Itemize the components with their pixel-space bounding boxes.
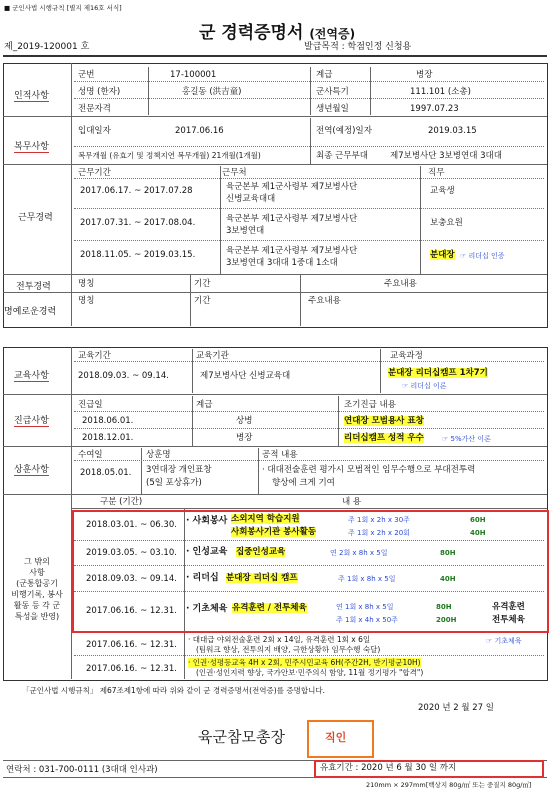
specialty-label: 군사특기 <box>316 87 349 97</box>
civil-content-label: 주요내용 <box>308 296 341 306</box>
document-number: 제_2019-120001 호 <box>4 42 90 52</box>
other-row-credit: 80H <box>440 549 456 557</box>
other-row-line-2: (팀워크 향상, 전투의지 배양, 극한상황하 임무수행 숙달) <box>196 645 381 654</box>
career-row-unit-detail: 신병교육대대 <box>226 194 276 204</box>
document-title: 군 경력증명서 <box>198 23 304 43</box>
other-row-credit-2: 40H <box>470 529 486 537</box>
career-row-unit-detail: 3보병연대 3대대 1중대 1소대 <box>226 258 338 268</box>
other-row-period: 2017.06.16. ~ 12.31. <box>86 606 177 616</box>
other-row-text: 분대장 리더십 캠프 <box>226 573 298 583</box>
discharge-label: 전역(예정)일자 <box>316 126 372 136</box>
combat-name-label: 명칭 <box>78 279 95 289</box>
other-row-credit-2: 200H <box>436 616 457 624</box>
career-col-period: 근무기간 <box>78 168 111 178</box>
other-row-note: ☞ 기초체육 <box>486 637 522 645</box>
other-row-credit: 80H <box>436 603 452 611</box>
other-row-extra: 유격훈련 <box>492 602 525 612</box>
service-section-label: 복무사항 <box>14 139 49 153</box>
other-row-period: 2017.06.16. ~ 12.31. <box>86 664 177 674</box>
education-org: 제7보병사단 신병교육대 <box>200 371 291 381</box>
document-subtitle: (전역증) <box>309 27 356 41</box>
career-row-unit: 육군본부 제1군사령부 제7보병사단 <box>226 182 358 192</box>
issuing-authority: 육군참모총장 <box>198 728 285 746</box>
career-row-duty: 분대장 <box>430 250 455 260</box>
mos-label: 전문자격 <box>78 104 111 114</box>
education-section-label: 교육사항 <box>14 368 49 382</box>
other-row-calc-2: 주 1회 x 2h x 20회 <box>348 529 410 537</box>
class-value: 병장 <box>416 70 433 80</box>
education-col-org: 교육기관 <box>196 351 229 361</box>
career-row-unit: 육군본부 제1군사령부 제7보병사단 <box>226 214 358 224</box>
award-kind-detail: (5일 포상휴가) <box>146 478 202 488</box>
combat-period-label: 기간 <box>194 279 211 289</box>
last-unit-label: 최종 근무부대 <box>316 151 368 161</box>
other-row-kind: · 인성교육 <box>186 547 228 557</box>
branch-label: 군번 <box>78 70 95 80</box>
other-col-period: 구분 (기간) <box>100 497 143 507</box>
other-row-text: 유격훈련 / 전투체육 <box>232 603 307 613</box>
career-row-duty: 교육생 <box>430 186 455 196</box>
other-col-content: 내 용 <box>342 497 362 507</box>
promotion-col-content: 조기진급 내용 <box>344 400 396 410</box>
specialty-value: 111.101 (소총) <box>410 87 471 97</box>
award-col-content: 공적 내용 <box>262 450 298 460</box>
birth-label: 생년월일 <box>316 104 349 114</box>
career-section-label: 근무경력 <box>18 213 53 223</box>
other-row-kind: · 사회봉사 <box>186 516 228 526</box>
award-col-kind: 상훈명 <box>146 450 171 460</box>
promotion-content: 리더십캠프 성적 우수 <box>344 433 424 443</box>
form-reference: ■ 군인사법 시행규칙 [별지 제16호 서식] <box>4 4 122 12</box>
enlist-label: 입대일자 <box>78 126 111 136</box>
other-row-calc: 주 1회 x 2h x 30주 <box>348 516 410 524</box>
contact-info: 연락처 : 031-700-0111 (3대대 인사과) <box>6 765 158 775</box>
combat-content-label: 주요내용 <box>384 279 417 289</box>
career-row-period: 2017.07.31. ~ 2017.08.04. <box>80 218 196 228</box>
branch-value: 17-100001 <box>170 70 217 80</box>
award-content: · 대대전술훈련 평가시 모범적인 임무수행으로 부대전투력 <box>262 465 476 475</box>
other-row-period: 2017.06.16. ~ 12.31. <box>86 640 177 650</box>
last-unit-value: 제7보병사단 3보병연대 3대대 <box>390 151 502 161</box>
promotion-rank: 병장 <box>236 433 253 443</box>
promotion-content: 연대장 모범용사 표창 <box>344 416 424 426</box>
other-row-calc-2: 주 1회 x 4h x 50주 <box>336 616 398 624</box>
education-col-course: 교육과정 <box>390 351 423 361</box>
other-row-period: 2018.03.01. ~ 06.30. <box>86 520 177 530</box>
other-row-kind: · 기초체육 <box>186 604 228 614</box>
service-period: 복무개월 (유효기 및 정책지연 복무개월) 21개월(1개월) <box>78 151 261 160</box>
seal-label: 직인 <box>325 731 347 744</box>
certification-statement: 「군인사법 시행규칙」 제67조제1항에 따라 위와 같이 군 경력증명서(전역증)를 증명합니다. <box>22 686 325 695</box>
issue-purpose: 발급목적 : 학점인정 신청용 <box>304 42 412 52</box>
combat-section-label: 전투경력 <box>16 282 51 292</box>
career-row-unit: 육군본부 제1군사령부 제7보병사단 <box>226 246 358 256</box>
promotion-section-label: 진급사항 <box>14 413 49 427</box>
other-row-calc: 연 2회 x 8h x 5일 <box>330 549 388 557</box>
career-row-period: 2018.11.05. ~ 2019.03.15. <box>80 250 196 260</box>
award-content-cont: 향상에 크게 기여 <box>272 478 335 488</box>
other-row-line: · 인권·성평등교육 4H x 2회, 민주시민교육 6H(주간2H, 반기평균10H) <box>188 658 421 667</box>
enlist-value: 2017.06.16 <box>175 126 224 136</box>
issue-date: 2020 년 2 월 27 일 <box>418 703 494 713</box>
validity-period: 유효기간 : 2020 년 6 월 30 일 까지 <box>320 763 457 773</box>
other-row-text-2: 사회봉사기관 봉사활동 <box>231 527 317 537</box>
promotion-rank: 상병 <box>236 416 253 426</box>
other-row-calc: 연 1회 x 8h x 5일 <box>336 603 394 611</box>
civil-period-label: 기간 <box>194 296 211 306</box>
other-row-kind: · 리더십 <box>186 573 219 583</box>
name-label: 성명 (한자) <box>78 87 121 97</box>
award-date: 2018.05.01. <box>80 468 132 478</box>
other-row-text: 집중인성교육 <box>236 547 286 557</box>
promotion-note: ☞ 5%가산 이론 <box>442 435 491 443</box>
class-label: 계급 <box>316 70 333 80</box>
promotion-col-date: 진급일 <box>78 400 103 410</box>
other-section-label: 그 밖의 사항 (군통합공기 비행기록, 봉사 활동 등 각 군 특성을 반영) <box>11 557 63 621</box>
other-row-calc: 주 1회 x 8h x 5일 <box>338 575 396 583</box>
promotion-col-rank: 계급 <box>196 400 213 410</box>
name-value: 홍길동 (洪吉童) <box>182 87 242 97</box>
other-row-credit: 40H <box>440 575 456 583</box>
other-row-period: 2019.03.05. ~ 03.10. <box>86 548 177 558</box>
birth-value: 1997.07.23 <box>410 104 459 114</box>
promotion-date: 2018.12.01. <box>82 433 134 443</box>
award-col-date: 수여일 <box>78 450 103 460</box>
career-col-duty: 직무 <box>428 168 445 178</box>
other-row-text: 소외지역 학습지원 <box>231 514 300 524</box>
career-col-unit: 근무처 <box>222 168 247 178</box>
other-row-line: · 대대급 야외전술훈련 2회 x 14일, 유격훈련 1회 x 6일 <box>188 635 371 644</box>
promotion-date: 2018.06.01. <box>82 416 134 426</box>
career-row-note: ☞ 리더십 인증 <box>460 252 505 260</box>
paper-spec: 210mm × 297mm[백상지 80g/㎡ 또는 중질지 80g/㎡] <box>366 781 532 789</box>
education-col-period: 교육기간 <box>78 351 111 361</box>
career-row-period: 2017.06.17. ~ 2017.07.28 <box>80 186 193 196</box>
award-kind: 3연대장 개인표창 <box>146 465 212 475</box>
civil-name-label: 명칭 <box>78 296 95 306</box>
discharge-value: 2019.03.15 <box>428 126 477 136</box>
career-row-duty: 보충요원 <box>430 218 463 228</box>
civil-section-label: 명예로운경력 <box>4 307 57 317</box>
education-period: 2018.09.03. ~ 09.14. <box>78 371 169 381</box>
other-row-period: 2018.09.03. ~ 09.14. <box>86 574 177 584</box>
document-title-block <box>0 18 554 43</box>
other-row-extra-2: 전투체육 <box>492 615 525 625</box>
personal-section-label: 인적사항 <box>14 88 49 102</box>
career-row-unit-detail: 3보병연대 <box>226 226 265 236</box>
other-row-credit: 60H <box>470 516 486 524</box>
award-section-label: 상훈사항 <box>14 462 49 476</box>
education-course: 분대장 리더십캠프 1차7기 <box>388 368 488 378</box>
other-row-line-2: (인권·성인지력 향상, 국가안보·민주의식 함양, 11월 정기평가 "합격") <box>196 668 424 677</box>
education-note: ☞ 리더십 이론 <box>402 382 447 390</box>
